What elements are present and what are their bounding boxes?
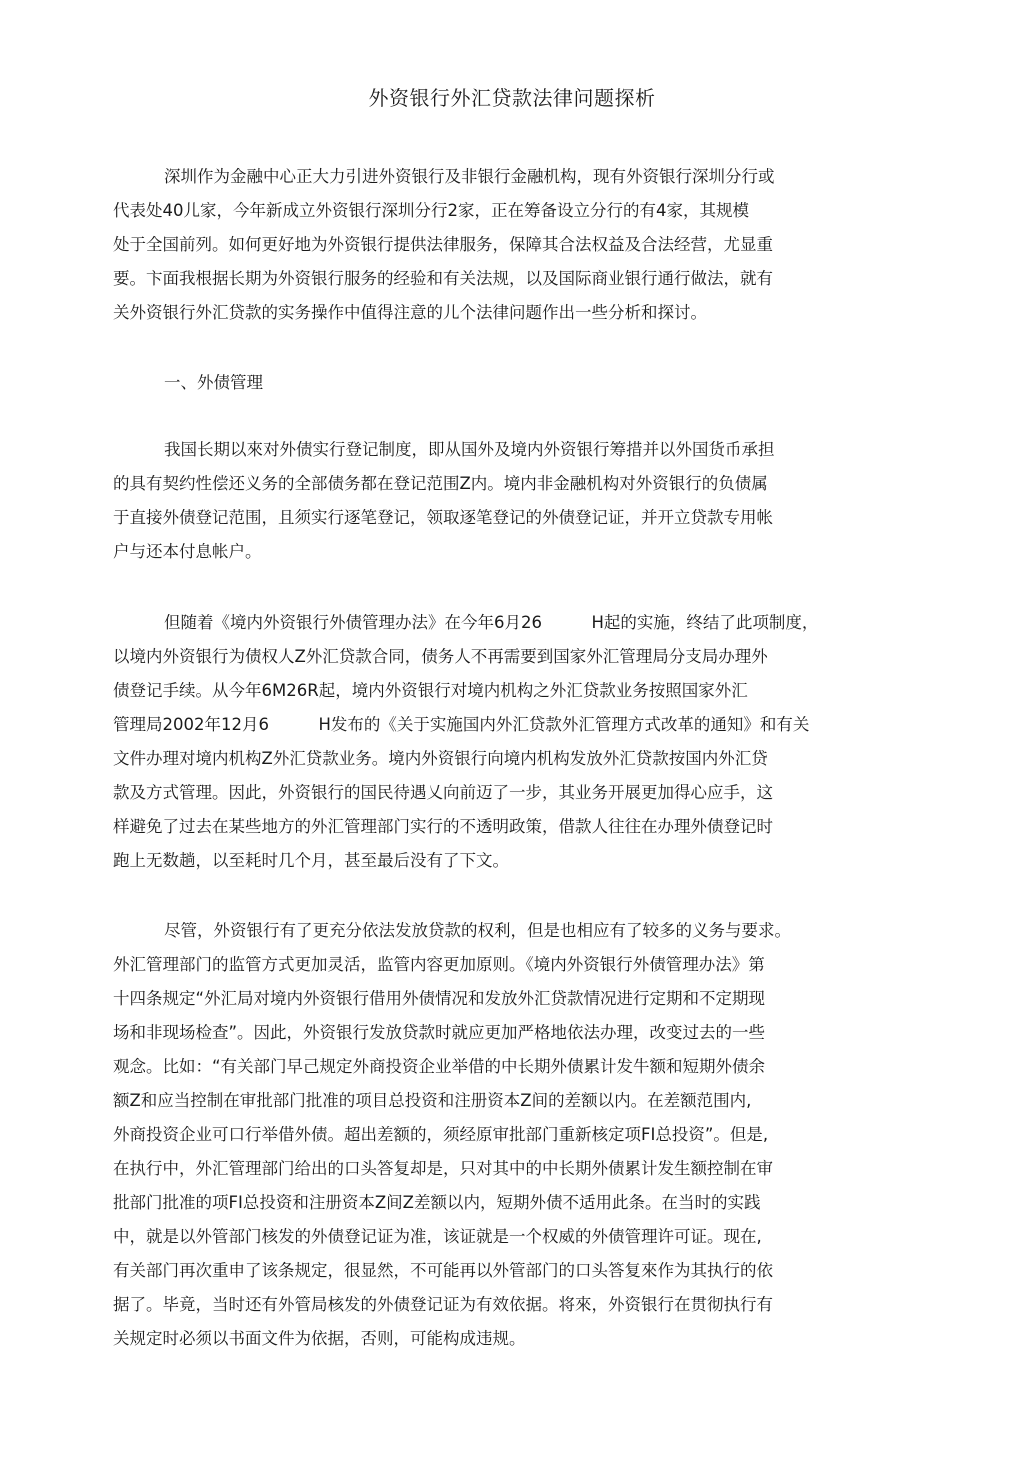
text-line: 要。卞面我根据长期为外资银行服务的经验和有关法规，以及国际商业银行通行做法，就有 [113, 269, 773, 288]
text-line: 观念。比如：“有关部门早己规定外商投资企业举借的中长期外债累计发牛额和短期外债余 [113, 1057, 766, 1076]
text-line: 但随着《境内外资银行外债管理办法》在今年6月26 H起的实施，终结了此项制度， [164, 613, 819, 632]
text-line: 的具有契约性偿还义务的全部债务都在登记范围Z内。境内非金融机构对外资银行的负债属 [113, 474, 768, 493]
text-line: 管理局2002年12月6 H发布的《关于实施国内外汇贷款外汇管理方式改革的通知》和有关 [113, 715, 810, 734]
text-line: 处于全国前列。如何更好地为外资银行提供法律服务，保障其合法权益及合法经营，尤显重 [113, 235, 773, 254]
text-line: 债登记手续。从今年6M26R起，境内外资银行对境内机构之外汇贷款业务按照国家外汇 [113, 681, 748, 700]
text-line: 有关部门再次重申了该条规定，很显然，不可能再以外管部门的口头答复來作为其执行的依 [113, 1261, 773, 1280]
paragraph-intro [113, 160, 913, 330]
paragraph-obligations [113, 914, 913, 1356]
text-line: 批部门批准的项FI总投资和注册资本Z间Z差额以内，短期外债不适用此条。在当时的实践 [113, 1193, 761, 1212]
text-line: 样避免了过去在某些地方的外汇管理部门实行的不透明政策，借款人往往在办理外债登记时 [113, 817, 773, 836]
section-heading: 一、外债管理 [164, 373, 263, 392]
text-line: 深圳作为金融中心正大力引进外资银行及非银行金融机构，现有外资银行深圳分行或 [164, 167, 775, 186]
paragraph-registration [113, 433, 913, 569]
text-line: 尽管，外资银行有了更充分依法发放贷款的权利，但是也相应有了较多的义务与要求。 [164, 921, 791, 940]
text-line: 场和非现场检查”。因此，外资银行发放贷款时就应更加严格地依法办理，改变过去的一些 [113, 1023, 766, 1042]
text-line: 额Z和应当控制在审批部门批准的项目总投资和注册资本Z间的差额以内。在差额范围内, [113, 1091, 752, 1110]
text-line: 款及方式管理。因此，外资银行的国民待遇乂向前迈了一步，其业务开展更加得心应手，这 [113, 783, 773, 802]
text-line: 外汇管理部门的监管方式更加灵活，监管内容更加原则。《境内外资银行外债管理办法》第 [113, 955, 765, 974]
text-line: 户与还本付息帐户。 [113, 542, 262, 561]
text-line: 据了。毕竟，当时还有外管局核发的外债登记证为有效依据。将來，外资银行在贯彻执行有 [113, 1295, 773, 1314]
paragraph-new-rules [113, 606, 913, 878]
text-line: 以境内外资银行为债权人Z外汇贷款合同，债务人不再需要到国家外汇管理局分支局办理外 [113, 647, 768, 666]
text-line: 关规定时必须以书面文件为依据，否则，可能构成违规。 [113, 1329, 526, 1348]
text-line: 中，就是以外管部门核发的外债登记证为准，该证就是一个权威的外债管理许可证。现在, [113, 1227, 762, 1246]
text-line: 在执行中，外汇管理部门给出的口头答复却是，只对其中的中长期外债累计发生额控制在审 [113, 1159, 773, 1178]
text-line: 文件办理对境内机构Z外汇贷款业务。境内外资银行向境内机构发放外汇贷款按国内外汇贷 [113, 749, 768, 768]
text-line: 外商投资企业可口行举借外债。超出差额的，须经原审批部门重新核定项FI总投资”。但是, [113, 1125, 769, 1144]
text-line: 代表处40儿家，今年新成立外资银行深圳分行2家，正在筹备设立分行的有4家，其规模 [113, 201, 749, 220]
text-line: 我国长期以來对外债实行登记制度，即从国外及境内外资银行筹措并以外国货币承担 [164, 440, 775, 459]
text-line: 于直接外债登记范围，且须实行逐笔登记，领取逐笔登记的外债登记证，并开立贷款专用帐 [113, 508, 773, 527]
text-line: 十四条规定“外汇局对境内外资银行借用外债情况和发放外汇贷款情况进行定期和不定期现 [113, 989, 766, 1008]
document-title: 外资银行外汇贷款法律问题探析 [368, 86, 656, 110]
text-line: 关外资银行外汇贷款的实务操作中值得注意的儿个法律问题作出一些分析和探讨。 [113, 303, 707, 322]
text-line: 跑上无数趟，以至耗时几个月，甚至最后没有了下文。 [113, 851, 509, 870]
